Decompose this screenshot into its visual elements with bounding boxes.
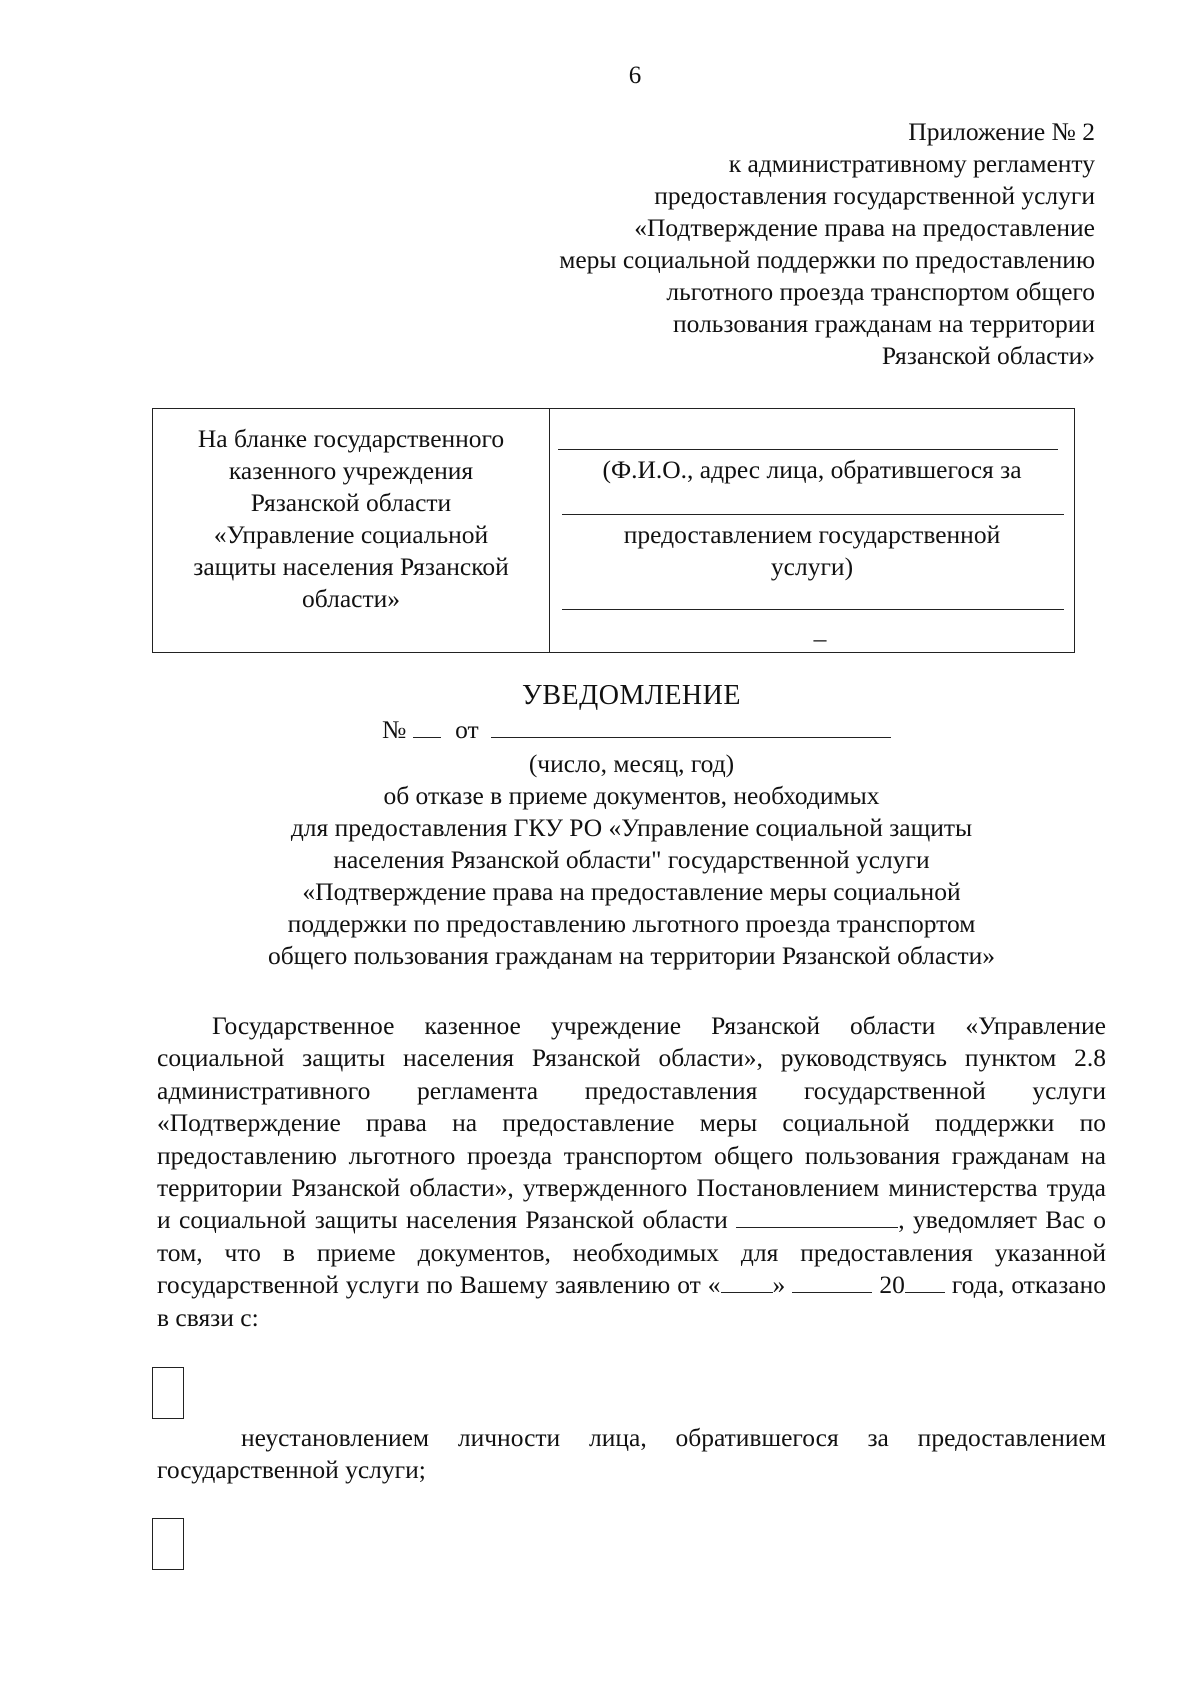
subject-line: об отказе в приеме документов, необходимых [383,781,880,810]
notice-number-line [382,715,891,745]
addressee-cell [550,409,1074,652]
header-table [152,408,1075,653]
letterhead-cell [153,409,550,652]
letterhead-line: области» [302,584,400,613]
appendix-line: к административному регламенту [728,149,1095,178]
notice-title: УВЕДОМЛЕНИЕ [522,680,741,711]
addressee-line[interactable] [562,609,1064,610]
appendix-header [375,116,1095,372]
appendix-line: льготного проезда транспортом общего [666,277,1095,306]
body-text: 20 [879,1270,905,1300]
addressee-line[interactable] [562,514,1064,515]
body-text: Государственное казенное учреждение Рязанской области «Управление социальной защиты населения Рязанской области», руководствуясь пунктом 2.8 административного регламента предоставления государственной услуги «Подтверждение права на предоставление меры социальной поддержки по предоставлению льготного проезда транспортом общего пользования гражданам на территории Рязанской области», утвержденного Постановлением министерства труда и социальной защиты населения Рязанской области [157,1011,1106,1235]
body-text: » [772,1270,786,1300]
subject-line: для предоставления ГКУ РО «Управление социальной защиты [290,813,973,842]
reason-text: неустановлением личности лица, обратившегося за предоставлением государственной услуги; [157,1423,1106,1485]
letterhead-line: защиты населения Рязанской [193,552,509,581]
application-month-field[interactable] [792,1270,872,1293]
decree-field[interactable] [736,1205,898,1228]
notice-number-field[interactable] [413,715,441,738]
reason-checkbox[interactable] [152,1367,184,1419]
addressee-line[interactable] [558,449,1058,450]
subject-line: поддержки по предоставлению льготного проезда транспортом [287,909,976,938]
body-paragraph [157,1010,1106,1334]
notice-date-field[interactable] [491,715,891,738]
appendix-line: предоставления государственной услуги [654,181,1095,210]
addressee-hint: предоставлением государственной [623,520,1001,549]
number-sign: № [382,715,407,744]
letterhead-line: казенного учреждения [228,456,474,485]
application-day-field[interactable] [721,1270,773,1293]
subject-line: «Подтверждение права на предоставление меры социальной [302,877,961,906]
letterhead-line: Рязанской области [250,488,452,517]
appendix-line: «Подтверждение права на предоставление [634,213,1095,242]
appendix-line: Приложение № 2 [908,117,1095,146]
reason-checkbox[interactable] [152,1518,184,1570]
addressee-hint: услуги) [770,552,854,581]
letterhead-line: На бланке государственного [197,424,505,453]
body-text: года, отказано в связи с: [157,1270,1107,1332]
letterhead-line: «Управление социальной [213,520,489,549]
notice-subject [170,780,1093,972]
appendix-line: меры социальной поддержки по предоставлению [559,245,1095,274]
addressee-dash: _ [813,615,827,644]
addressee-hint: (Ф.И.О., адрес лица, обратившегося за [602,455,1022,484]
subject-line: общего пользования гражданам на территории Рязанской области» [267,941,996,970]
appendix-line: Рязанской области» [881,341,1095,370]
appendix-line: пользования гражданам на территории [673,309,1095,338]
subject-line: населения Рязанской области" государственной услуги [333,845,930,874]
date-hint: (число, месяц, год) [528,749,735,778]
body-text: , уведомляет Вас о том, что в приеме документов, необходимых для предоставления указанной государственной услуги по Вашему заявлению от « [157,1205,1107,1300]
application-year-field[interactable] [905,1270,945,1293]
page-number: 6 [628,62,642,89]
from-label: от [455,715,479,744]
reason-item [157,1422,1106,1487]
